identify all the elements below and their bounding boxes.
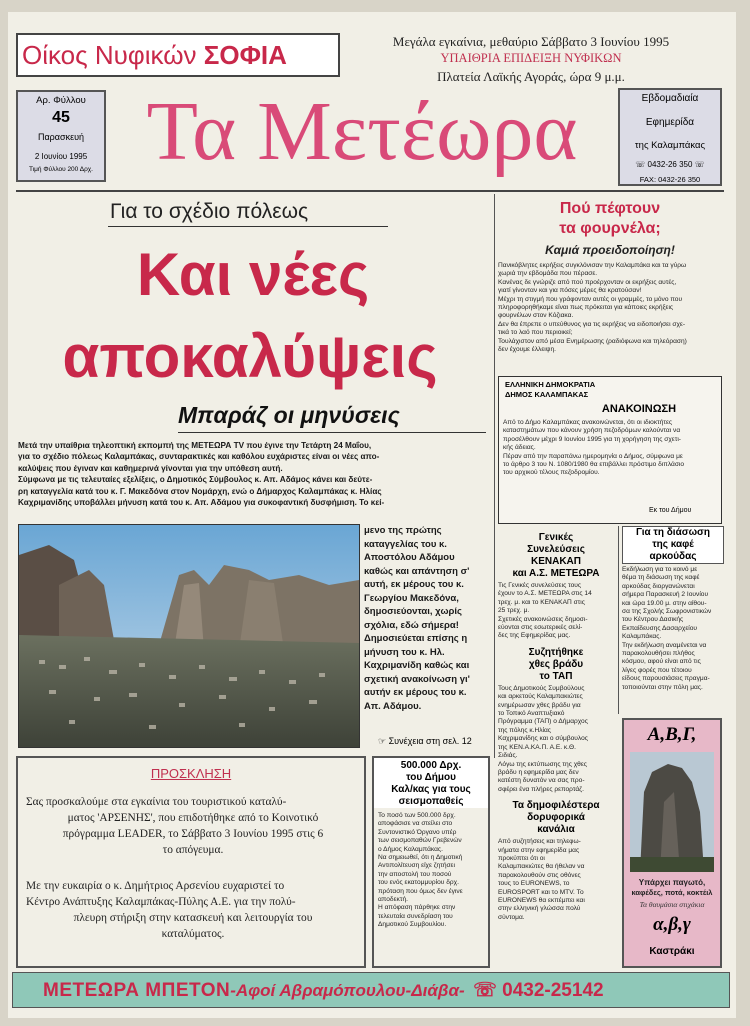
- invitation-line: Με την ευκαιρία ο κ. Δημήτριος Αρσενίου ευχαριστεί το: [26, 880, 285, 892]
- donation-title-line: σεισμοπαθείς: [398, 796, 464, 807]
- side-line: Αποστόλου Αδάμου: [364, 552, 455, 563]
- donation-line: Αντιπολίτευση είχε ζητήσει: [378, 862, 455, 870]
- issue-box: [16, 90, 106, 182]
- shop-ad: [622, 718, 722, 968]
- info-line1: Εβδομαδιαία: [641, 93, 699, 104]
- bakery-line: χωριά την εβδομάδα που πέρασε.: [498, 270, 598, 278]
- invitation-para-2: [26, 878, 360, 942]
- channels-title-line: κανάλια: [537, 824, 575, 836]
- tap-line: σφέρει ένα πλήρες ρεπορτάζ.: [498, 785, 584, 793]
- donation-box: [372, 756, 490, 968]
- donation-line: του ενός εκατομμυρίου δρχ.: [378, 879, 459, 887]
- masthead-title: Τα Μετέωρα: [146, 85, 578, 178]
- shop-ad-line2: καφέδες, ποτά, κοκτέιλ: [631, 888, 713, 897]
- coffee-line: Την εκδήλωση αναμένεται να: [622, 641, 707, 649]
- issue-day: Παρασκευή: [37, 132, 85, 142]
- coffee-story: [618, 526, 724, 714]
- rock-photo: [630, 752, 714, 872]
- lead-line: Καχριμανίδης υποβάλλει μήνυση κατά του κ. Απ. Αδάμου για συκοφαντική δυσφήμιση. Το κεί-: [18, 498, 385, 508]
- channels-line: EURONEWS θα εκπέμπει και: [498, 896, 585, 904]
- tap-line: Πρόγραμμα (ΤΑΠ) ο Δήμαρχος: [498, 718, 588, 726]
- column-rule: [494, 194, 495, 758]
- continued-note: [378, 736, 490, 747]
- kenakap-title-line: Γενικές: [538, 532, 574, 543]
- channels-title-line: δορυφορικά: [527, 812, 585, 824]
- bakery-subtitle: Καμιά προειδοποίηση!: [545, 243, 675, 257]
- meteora-photo: [18, 524, 360, 748]
- tap-line: κατέστη δυνατόν να σας προ-: [498, 777, 585, 785]
- bottom-ad-phone: ☏ 0432-25142: [473, 980, 604, 1001]
- tap-line: Λόγω της εκτύπωσης της χθες: [498, 760, 587, 768]
- pointer-icon: ☞: [378, 736, 387, 746]
- shop-ad-place: Καστράκι: [649, 946, 695, 957]
- side-line: αυτήν εκ μέρους του κ.: [364, 687, 467, 698]
- notice-org-1: ΕΛΛΗΝΙΚΗ ΔΗΜΟΚΡΑΤΙΑ: [505, 380, 596, 389]
- kenakap-line: εύονται στις εσωτερικές σελί-: [498, 624, 583, 632]
- donation-title-line: Καλ/κας για τους: [391, 784, 471, 795]
- notice-body: [503, 419, 719, 478]
- top-ad-name: ΣΟΦΙΑ: [203, 40, 287, 70]
- kenakap-line: Σχετικές ανακοινώσεις δημοσι-: [498, 615, 588, 623]
- coffee-line: κόσμου, αφού είναι από τις: [622, 658, 701, 666]
- side-line: αυτή, εκ μέρους του κ.: [364, 579, 464, 590]
- tap-line: το Τοπικό Αναπτυξιακό: [498, 710, 565, 718]
- event-ad: [346, 33, 716, 89]
- coffee-line: Εκδήλωση για το κοινό με: [622, 566, 698, 573]
- invitation-line: καταλύματος.: [161, 928, 225, 940]
- invitation-title: ΠΡΟΣΚΛΗΣΗ: [150, 766, 232, 781]
- channels-line: νήματα στην εφημερίδα μας: [498, 846, 580, 854]
- shop-ad-bottom: α,β,γ: [653, 914, 691, 935]
- donation-line: τελευταία συνεδρίαση του: [378, 912, 453, 920]
- issue-label: Αρ. Φύλλου: [36, 95, 86, 106]
- main-headline-1: Και νέες: [136, 241, 370, 308]
- invitation-line: Κέντρο Ανάπτυξης Καλαμπάκας-Πύλης Α.Ε. για την πολύ-: [26, 896, 296, 908]
- lead-line: Μετά την υπαίθρια τηλεοπτική εκπομπή της ΜΕΤΕΩΡΑ TV που έγινε την Τετάρτη 24 Μαΐου,: [18, 441, 372, 450]
- side-line: Απ. Αδάμου.: [364, 700, 422, 712]
- notice-line: κής άδειας.: [503, 444, 536, 452]
- coffee-line: αρκούδας διοργανώνεται: [622, 582, 695, 590]
- channels-line: Από συζητήσεις και τηλεφω-: [498, 838, 581, 846]
- notice-sign: Εκ του Δήμου: [649, 507, 692, 514]
- coffee-line: του Κέντρου Δασικής: [622, 616, 684, 624]
- coffee-line: Εκπαίδευσης Δασαρχείου: [622, 624, 698, 632]
- notice-line: καταστημάτων που κάνουν χρήση πεζοδρόμων καλούνται να: [503, 427, 681, 435]
- lead-line: για το σχέδιο πόλεως Καλαμπάκας, συνταρακτικές και καθόλου ευχάριστες είναι οι νέες απο-: [18, 452, 380, 462]
- donation-line: Να σημειωθεί, ότι η Δημοτική: [378, 854, 463, 862]
- donation-line: πρόταση που όμως δεν έγινε: [378, 887, 463, 895]
- side-line: καθώς και απάντηση σ': [364, 565, 470, 577]
- tap-title-line: το ΤΑΠ: [539, 670, 573, 682]
- shop-ad-line3: Τα θαυμάσια στιχάκια: [639, 900, 705, 909]
- donation-line: την αποστολή του ποσού: [378, 870, 452, 878]
- top-ad: [16, 33, 340, 77]
- coffee-line: παρακολουθήσει πλήθος: [622, 650, 695, 658]
- bakery-title-1: Πού πέφτουν: [559, 200, 661, 217]
- coffee-line: λίγες φορές που τέτοιου: [622, 666, 692, 674]
- channels-line: στην ελληνική γλώσσα πολύ: [498, 905, 581, 913]
- donation-line: ο Δήμος Καλαμπάκας.: [378, 845, 443, 853]
- side-line: Δημοσιεύεται επίσης η: [364, 633, 468, 644]
- side-line: μήνυση του κ. Ηλ.: [364, 646, 445, 658]
- coffee-title-line: Για τη διάσωση: [636, 527, 710, 538]
- coffee-line: τοποιούνται στην πόλη μας.: [622, 683, 703, 691]
- invitation-box: [16, 756, 366, 968]
- bottom-ad: [12, 972, 730, 1008]
- info-box: [618, 88, 722, 186]
- invitation-line: το απόγευμα.: [162, 844, 224, 856]
- donation-title-line: 500.000 Δρχ.: [400, 760, 462, 771]
- main-subhead: Μπαράζ οι μηνύσεις: [178, 402, 400, 428]
- coffee-line: και ώρα 19.00 μ. στην αίθου-: [622, 599, 707, 607]
- notice-line: του αρχικού τέλους πεζοδρομίου.: [503, 469, 600, 477]
- invitation-line: ματος 'ΑΡΣΕΝΗΣ', που επιδοτήθηκε από το Κοινοτικό: [67, 812, 319, 824]
- kenakap-line: 25 τρεχ. μ.: [498, 607, 530, 615]
- coffee-line: είδους παρουσιάσεις πραγμα-: [622, 675, 710, 683]
- side-line: Καχριμανίδη καθώς και: [364, 660, 470, 671]
- bakery-line: δεν έχουμε έλλειψη.: [498, 346, 556, 354]
- channels-line: σύντομα.: [498, 913, 525, 921]
- info-line2: Εφημερίδα: [645, 117, 695, 128]
- notice-line: Πέραν από την παραπάνω ημερομηνία ο Δήμος, σύμφωνα με: [503, 452, 683, 460]
- continued-text: Συνέχεια στη σελ. 12: [388, 736, 472, 746]
- notice-line: το άρθρο 3 του Ν. 1080/1980 θα επιβάλλει πρόστιμο διπλάσιο: [503, 461, 685, 469]
- side-line: μενο της πρώτης: [364, 525, 442, 536]
- tap-line: και αρκετούς Καλαμπακιώτες: [498, 693, 583, 701]
- kenakap-line: έχουν το Α.Σ. ΜΕΤΕΩΡΑ στις 14: [498, 590, 592, 598]
- tap-line: Σιδιάς.: [498, 752, 518, 760]
- channels-line: Καλαμπακιώτες θα ήθελαν να: [498, 863, 585, 871]
- bakery-body: [498, 262, 724, 354]
- tap-line: Καχριμανίδης και ο σύμβουλος: [498, 735, 588, 743]
- tap-line: ενημέρωσαν χθες βράδυ για: [498, 701, 581, 709]
- bakery-line: τικά το λαό που περιοικεί;: [498, 329, 573, 337]
- kenakap-title-line: και Α.Σ. ΜΕΤΕΩΡΑ: [512, 568, 600, 579]
- info-fax: FAX: 0432-26 350: [639, 175, 701, 184]
- coffee-line: σήμερα Παρασκευή 2 Ιουνίου: [622, 591, 709, 599]
- top-ad-prefix: Οίκος Νυφικών: [22, 40, 197, 70]
- bakery-line: Τουλάχιστον από μέσα Ενημέρωσης (ραδιόφωνα και τηλεόραση): [498, 337, 687, 345]
- notice-box: [498, 376, 722, 524]
- tap-line: βράδυ η εφημερίδα μας δεν: [498, 768, 579, 776]
- donation-line: Δημοτικού Συμβουλίου.: [378, 921, 447, 929]
- bakery-line: Μέχρι τη στιγμή που γράφονταν αυτές οι γραμμές, το μόνο που: [498, 295, 683, 303]
- main-kicker: Για το σχέδιο πόλεως: [110, 200, 309, 223]
- kenakap-line: Τις Γενικές συνελεύσεις τους: [498, 582, 582, 589]
- invitation-line: πρόγραμμα LEADER, το Σάββατο 3 Ιουνίου 1995 στις 6: [62, 828, 324, 840]
- channels-line: προκύπτει ότι οι: [498, 854, 545, 862]
- bakery-title-2: τα φουρνέλα;: [559, 220, 661, 237]
- bakery-line: πληροφορηθήκαμε είναι πως πρόκειται για κάποιες εκρήξεις: [498, 304, 674, 312]
- masthead-rule: [16, 190, 724, 192]
- issue-date: 2 Ιουνίου 1995: [34, 152, 88, 161]
- bottom-ad-name: ΜΕΤΕΩΡΑ ΜΠΕΤΟΝ: [43, 980, 231, 1001]
- landscape-illustration: [19, 525, 359, 747]
- tap-line: Τους Δημοτικούς Συμβούλους: [498, 684, 585, 692]
- donation-line: των σεισμοπαθών Γρεβενών: [378, 837, 462, 845]
- coffee-line: Καλαμπάκας.: [622, 633, 662, 641]
- tap-title-line: Συζητήθηκε: [528, 646, 584, 658]
- coffee-line: σα της Σχολής Σωφρονιστικών: [622, 608, 712, 616]
- shop-ad-line1: Υπάρχει παγωτό,: [638, 878, 706, 887]
- invitation-para-1: [26, 794, 360, 858]
- donation-title-line: του Δήμου: [406, 772, 456, 783]
- kicker-underline: [108, 226, 388, 227]
- side-line: σχετική ανακοίνωση γι': [364, 673, 470, 685]
- kenakap-story: [498, 532, 614, 922]
- bakery-line: φουρνέλων στον Κόζιακα.: [498, 312, 574, 320]
- main-lead: [18, 440, 490, 508]
- tap-title-line: χθες βράδυ: [528, 658, 584, 670]
- lead-line: ρη καταγγελία κατά του κ. Γ. Μακεδόνα στον Νομάρχη, ενώ ο Δήμαρχος Καλαμπάκας κ. Ηλίας: [18, 486, 382, 496]
- notice-org-2: ΔΗΜΟΣ ΚΑΛΑΜΠΑΚΑΣ: [505, 390, 589, 399]
- lead-line: καλύψεις που έγιναν και καθημερινά γίνονται για την υπόθεση αυτή.: [18, 463, 283, 473]
- kenakap-line: δες της Εφημερίδας μας.: [498, 632, 571, 640]
- invitation-line: πλευρη στήριξη στην κατασκευή και λειτουργία του: [73, 912, 313, 924]
- subhead-underline: [178, 432, 486, 433]
- bakery-line: Πανικόβλητες εκρήξεις συγκλόνισαν την Καλαμπάκα και τα γύρω: [498, 262, 687, 269]
- donation-line: αποφάσισε να στείλει στο: [378, 820, 453, 828]
- side-line: σχόλια, εδώ σήμερα!: [364, 619, 459, 631]
- issue-price: Τιμή Φύλλου 200 Δρχ.: [28, 166, 93, 173]
- channels-line: τους το EURONEWS, το: [498, 880, 570, 888]
- main-headline-2: αποκαλύψεις: [62, 323, 438, 390]
- channels-title-line: Τα δημοφιλέστερα: [512, 800, 600, 812]
- tap-line: της ΚΕΝ.Α.ΚΑ.Π. Α.Ε. κ.Θ.: [498, 743, 576, 751]
- kenakap-title-line: ΚΕΝΑΚΑΠ: [531, 556, 581, 567]
- donation-line: Συντονιστικό Όργανο υπέρ: [378, 828, 457, 836]
- main-side-column: [364, 524, 490, 713]
- info-line3: της Καλαμπάκας: [634, 140, 706, 151]
- rock-illustration: [630, 752, 714, 872]
- lead-line: Σύμφωνα με τις τελευταίες εξελίξεις, ο Δημοτικός Σύμβουλος κ. Απ. Αδάμος κάνει και δεύτε-: [18, 475, 373, 485]
- donation-line: Η απόφαση πάρθηκε στην: [378, 904, 456, 912]
- side-line: Γεωργίου Μακεδόνα,: [364, 592, 459, 604]
- donation-line: αποδεκτή.: [378, 896, 408, 904]
- invitation-line: Σας προσκαλούμε στα εγκαίνια του τουριστικού καταλύ-: [26, 796, 287, 808]
- coffee-title-line: της καφέ: [652, 539, 694, 550]
- bottom-ad-rest: -Αφοί Αβραμόπουλου-Διάβα-: [230, 981, 465, 1000]
- bakery-line: γιατί γίνονταν και για πόσες μέρες θα κρατούσαν!: [498, 287, 642, 295]
- side-line: καταγγελίας του κ.: [364, 538, 447, 550]
- notice-line: προσέλθουν μέχρι 9 Ιουνίου 1995 για τη χορήγηση της σχετι-: [503, 435, 681, 443]
- donation-line: Το ποσό των 500.000 δρχ.: [378, 812, 456, 819]
- side-line: δημοσιεύονται, χωρίς: [364, 606, 462, 617]
- shop-ad-top: Α,Β,Γ,: [647, 724, 697, 745]
- bakery-line: Κανένας δε γνώριζε από πού προέρχονταν οι εκρήξεις αυτές,: [498, 278, 677, 286]
- kenakap-title-line: Συνελεύσεις: [527, 544, 585, 555]
- channels-line: παρακολουθούν στις οθόνες: [498, 871, 581, 879]
- event-line1: Μεγάλα εγκαίνια, μεθαύριο Σάββατο 3 Ιουνίου 1995: [392, 34, 670, 49]
- notice-title: ΑΝΑΚΟΙΝΩΣΗ: [601, 403, 677, 415]
- coffee-title-line: αρκούδας: [649, 551, 697, 562]
- bakery-line: Δεν θα έπρεπε ο υπεύθυνος για τις εκρήξεις να ειδοποιήσει σχε-: [498, 320, 686, 328]
- notice-line: Από το Δήμο Καλαμπάκας ανακοινώνεται, ότι οι ιδιοκτήτες: [503, 419, 673, 426]
- tap-line: της πόλης κ.Ηλίας: [498, 726, 551, 734]
- channels-line: EUROSPORT και το MTV. Το: [498, 888, 584, 896]
- info-phone: ☏ 0432-26 350 ☏: [635, 160, 705, 169]
- event-line3: Πλατεία Λαϊκής Αγοράς, ώρα 9 μ.μ.: [437, 69, 625, 84]
- coffee-line: θέμα τη διάσωση της καφέ: [622, 574, 700, 582]
- newspaper-page: [8, 12, 736, 1018]
- event-line2: ΥΠΑΙΘΡΙΑ ΕΠΙΔΕΙΞΗ ΝΥΦΙΚΩΝ: [440, 51, 622, 65]
- kenakap-line: τρεχ. μ. και το ΚΕΝΑΚΑΠ στις: [498, 598, 585, 606]
- issue-number: 45: [52, 109, 70, 126]
